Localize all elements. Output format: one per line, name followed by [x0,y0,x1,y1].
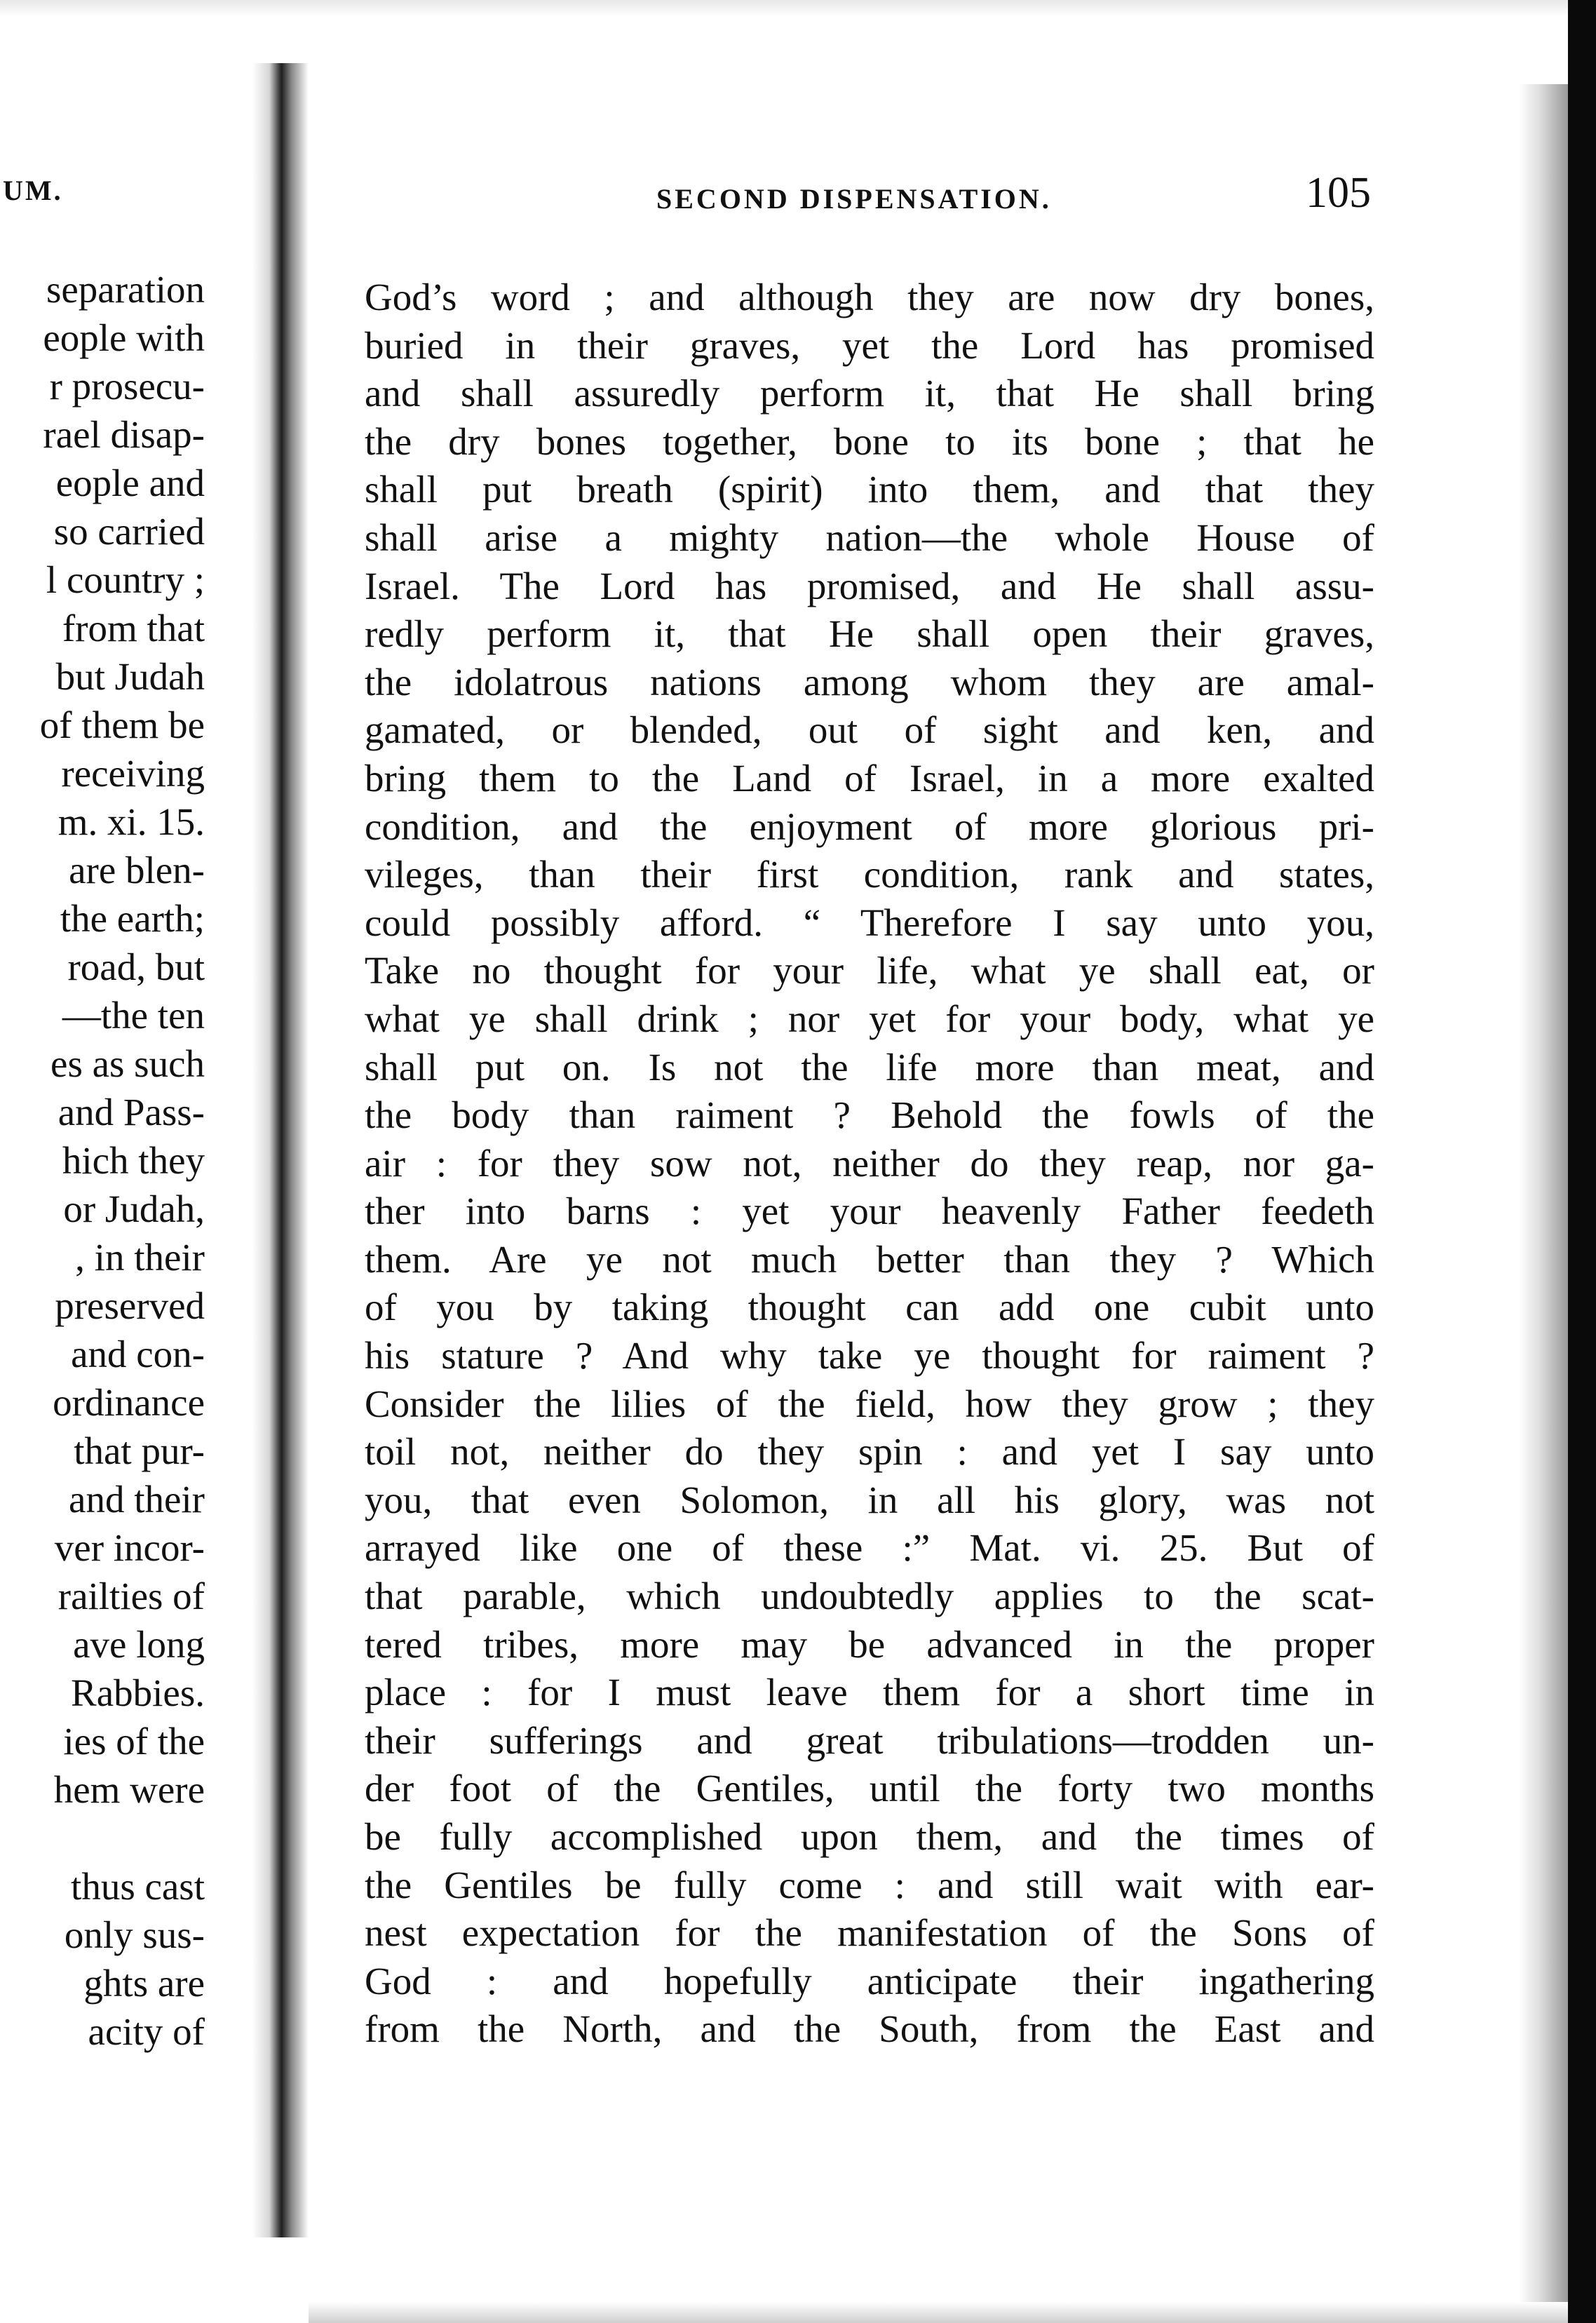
text-line: the idolatrous nations among whom they are amal- [365,660,1374,703]
left-text-line: eople with [43,316,205,359]
left-text-line: hem were [53,1768,205,1811]
right-page [351,0,1402,2323]
left-text-line: ordinance [53,1381,205,1424]
text-line: bring them to the Land of Israel, in a more exalted [365,756,1374,800]
left-text-line: l country ; [46,558,205,601]
text-line: from the North, and the South, from the East and [365,2007,1374,2051]
left-text-line: that pur- [74,1429,205,1472]
left-text-line [40,1814,205,1862]
left-text-line: —the ten [62,994,205,1037]
scan-right-edge [1568,0,1596,2323]
text-line: shall put breath (spirit) into them, and that they [365,468,1374,511]
text-line: place : for I must leave them for a short time in [365,1671,1374,1714]
left-text-line: es as such [50,1042,205,1085]
text-line: them. Are ye not much better than they ? Which [365,1237,1374,1281]
text-line: you, that even Solomon, in all his glory, was not [365,1478,1374,1521]
left-text-line: hich they [62,1139,205,1182]
text-line: buried in their graves, yet the Lord has promised [365,323,1374,367]
text-line: that parable, which undoubtedly applies to the scat- [365,1575,1374,1618]
text-line: their sufferings and great tribulations—trodden un- [365,1718,1374,1762]
left-text-line: and Pass- [58,1091,205,1133]
left-text-line: road, but [67,945,205,988]
running-head: SECOND DISPENSATION. [656,183,1052,215]
left-text-line: but Judah [55,655,205,698]
left-text-line: railties of [58,1575,205,1617]
left-text-line: only sus- [64,1913,205,1956]
text-line: nest expectation for the manifestation of the Sons of [365,1911,1374,1955]
left-text-line: m. xi. 15. [58,800,205,843]
text-line: God : and hopefully anticipate their ingathering [365,1959,1374,2002]
text-line: Israel. The Lord has promised, and He shall assu- [365,564,1374,607]
text-line: shall arise a mighty nation—the whole House of [365,516,1374,559]
text-line: arrayed like one of these :” Mat. vi. 25. But of [365,1526,1374,1570]
left-text-line: and their [69,1478,205,1521]
page-edge-shadow [1519,84,1568,2322]
left-text-line: so carried [53,510,205,553]
text-line: his stature ? And why take ye thought for raiment ? [365,1334,1374,1378]
page-bottom-shadow [309,2302,1571,2323]
text-line: the Gentiles be fully come : and still wait with ear- [365,1863,1374,1906]
left-page-text [40,265,205,2056]
left-text-line: r prosecu- [49,365,205,408]
left-text-line: or Judah, [63,1187,205,1230]
left-text-line: the earth; [60,897,205,940]
binding-gutter [252,63,309,2237]
text-line: ther into barns : yet your heavenly Father feedeth [365,1190,1374,1233]
left-text-line: separation [46,268,205,311]
text-line: Take no thought for your life, what ye shall eat, or [365,949,1374,992]
text-line: and shall assuredly perform it, that He shall bring [365,372,1374,415]
left-text-line: ver incor- [54,1526,205,1569]
body-text [365,274,1374,2054]
text-line: tered tribes, more may be advanced in the proper [365,1622,1374,1666]
left-text-line: thus cast [71,1865,205,1908]
left-text-line: and con- [71,1333,205,1375]
text-line: the dry bones together, bone to its bone ; that he [365,419,1374,463]
text-line: Consider the lilies of the field, how they grow ; they [365,1382,1374,1425]
left-text-line: ies of the [63,1720,205,1763]
text-line: vileges, than their first condition, rank and states, [365,853,1374,896]
left-text-line: receiving [61,752,205,795]
page-number: 105 [1306,169,1371,217]
text-line: redly perform it, that He shall open their graves, [365,612,1374,656]
left-text-line: Rabbies. [71,1671,205,1714]
left-page [0,0,210,2323]
left-text-line: preserved [55,1284,205,1327]
text-line: shall put on. Is not the life more than meat, and [365,1045,1374,1089]
text-line: what ye shall drink ; nor yet for your body, what ye [365,997,1374,1040]
text-line: toil not, neither do they spin : and yet I say unto [365,1430,1374,1474]
text-line: be fully accomplished upon them, and the times of [365,1815,1374,1858]
left-text-line: , in their [75,1236,205,1279]
left-text-line: acity of [88,2010,205,2053]
left-text-line: ghts are [83,1962,205,2005]
text-line: gamated, or blended, out of sight and ken, and [365,708,1374,752]
left-text-line: of them be [39,703,205,746]
text-line: could possibly afford. “ Therefore I say unto you, [365,901,1374,944]
left-text-line: from that [62,607,205,649]
text-line: of you by taking thought can add one cubit unto [365,1286,1374,1329]
left-text-line: rael disap- [43,413,205,456]
text-line: God’s word ; and although they are now dry bones, [365,276,1374,318]
left-text-line: ave long [73,1623,205,1666]
text-line: condition, and the enjoyment of more glorious pri- [365,804,1374,848]
text-line: der foot of the Gentiles, until the forty two months [365,1767,1374,1810]
left-text-line: are blen- [69,849,205,891]
left-running-head: UM. [3,175,63,206]
left-text-line: eople and [55,462,205,504]
text-line: air : for they sow not, neither do they reap, nor ga- [365,1141,1374,1185]
text-line: the body than raiment ? Behold the fowls of the [365,1093,1374,1137]
